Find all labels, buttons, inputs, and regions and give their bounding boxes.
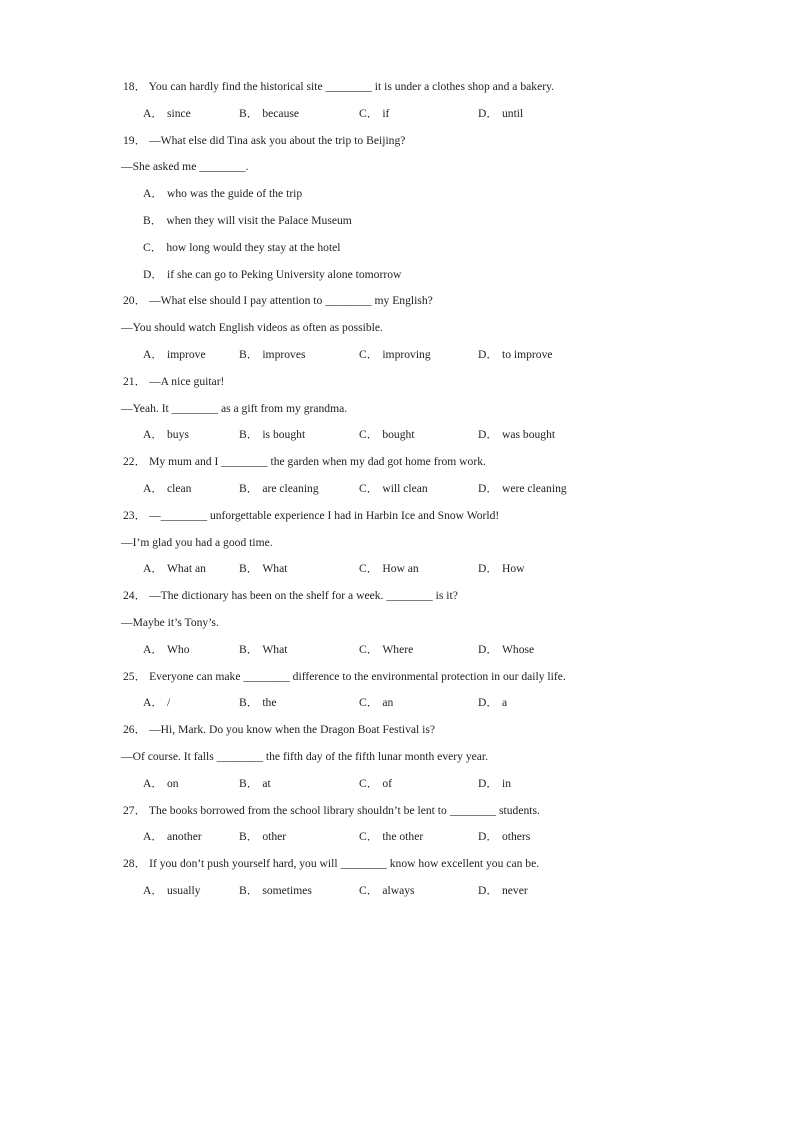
option-letter: C． [359, 562, 379, 576]
option-text: how long would they stay at the hotel [166, 240, 341, 254]
option-text: another [166, 830, 202, 844]
answer-option[interactable] [239, 482, 319, 496]
answer-option[interactable] [143, 107, 191, 121]
answer-option[interactable] [359, 830, 423, 844]
question-stem: 18． You can hardly find the historical site ________ it is under a clothes shop and a bakery. [123, 80, 555, 93]
option-letter: A． [143, 830, 163, 844]
answer-option[interactable] [143, 643, 190, 657]
option-text: How an [382, 562, 419, 576]
answer-option[interactable] [143, 241, 341, 255]
option-letter: D． [478, 348, 498, 361]
question-stem: 27． The books borrowed from the school library shouldn’t be lent to ________ students. [123, 803, 540, 817]
question-stem: 21． —A nice guitar! [123, 374, 225, 388]
option-letter: C． [359, 830, 379, 844]
option-text: always [382, 884, 415, 897]
option-letter: C． [359, 642, 379, 656]
option-text: What [262, 642, 288, 656]
answer-option[interactable] [478, 562, 525, 576]
option-letter: A． [143, 482, 163, 495]
option-text: the other [382, 830, 424, 844]
answer-option[interactable] [143, 696, 170, 710]
question-dialogue-line: —I’m glad you had a good time. [121, 535, 273, 549]
question-stem: 24． —The dictionary has been on the shelf for a week. ________ is it? [123, 589, 458, 603]
option-letter: D． [478, 884, 498, 897]
option-text: buys [166, 428, 189, 442]
option-text: is bought [262, 428, 306, 442]
option-letter: D． [478, 696, 498, 710]
answer-option[interactable] [143, 348, 206, 362]
option-text: to improve [501, 348, 553, 361]
option-letter: A． [143, 187, 163, 201]
answer-option[interactable] [478, 482, 567, 496]
option-letter: A． [143, 884, 163, 897]
answer-option[interactable] [239, 884, 312, 898]
answer-option[interactable] [359, 562, 419, 576]
option-text: What [262, 562, 288, 576]
option-letter: D． [143, 267, 163, 281]
option-text: will clean [382, 482, 428, 495]
option-letter: D． [478, 830, 498, 844]
option-letter: B． [239, 642, 259, 656]
question-stem: 19． —What else did Tina ask you about the trip to Beijing? [123, 133, 406, 147]
option-letter: B． [239, 884, 259, 897]
option-text: if [382, 106, 390, 120]
answer-option[interactable] [143, 268, 401, 282]
option-text: a [501, 696, 508, 710]
option-text: How [501, 562, 525, 576]
option-text: who was the guide of the trip [166, 187, 303, 201]
answer-option[interactable] [359, 884, 415, 898]
option-letter: C． [359, 696, 379, 710]
option-text: bought [382, 428, 415, 442]
option-text: Where [382, 642, 414, 656]
option-text: of [382, 776, 392, 790]
question-stem: 28． If you don’t push yourself hard, you will ________ know how excellent you can be. [123, 857, 540, 871]
option-letter: B． [239, 776, 259, 790]
option-letter: D． [478, 776, 498, 790]
answer-option[interactable] [143, 214, 352, 228]
answer-option[interactable] [143, 562, 206, 576]
answer-option[interactable] [239, 562, 287, 576]
question-dialogue-line: —You should watch English videos as often as possible. [121, 321, 383, 335]
option-letter: B． [239, 482, 259, 495]
option-letter: C． [359, 106, 379, 120]
answer-option[interactable] [143, 428, 189, 442]
option-letter: C． [359, 776, 379, 790]
option-text: others [501, 830, 531, 844]
answer-option[interactable] [478, 884, 528, 898]
option-text: improving [382, 348, 431, 361]
answer-option[interactable] [478, 348, 553, 362]
answer-option[interactable] [143, 777, 179, 791]
option-text: if she can go to Peking University alone tomorrow [166, 267, 402, 281]
option-text: Who [166, 642, 190, 656]
option-letter: A． [143, 562, 163, 576]
question-stem: 25． Everyone can make ________ difference to the environmental protection in our daily life. [123, 669, 566, 683]
option-letter: C． [359, 428, 379, 442]
option-letter: D． [478, 482, 498, 495]
option-letter: A． [143, 106, 163, 120]
option-letter: B． [239, 562, 259, 576]
option-letter: C． [143, 240, 163, 254]
answer-option[interactable] [239, 777, 271, 791]
option-text: when they will visit the Palace Museum [166, 214, 352, 227]
answer-option[interactable] [359, 107, 389, 121]
option-letter: C． [359, 348, 379, 361]
answer-option[interactable] [143, 187, 302, 201]
answer-option[interactable] [239, 428, 305, 442]
option-text: at [262, 776, 271, 790]
option-letter: D． [478, 106, 498, 120]
answer-option[interactable] [359, 348, 431, 362]
answer-option[interactable] [239, 830, 286, 844]
option-text: was bought [501, 428, 556, 442]
answer-option[interactable] [359, 643, 413, 657]
answer-option[interactable] [478, 830, 530, 844]
answer-option[interactable] [359, 428, 415, 442]
option-letter: A． [143, 348, 163, 361]
option-letter: A． [143, 696, 163, 710]
question-stem: 20． —What else should I pay attention to ________ my English? [123, 294, 433, 308]
option-letter: D． [478, 428, 498, 442]
option-text: in [501, 776, 511, 790]
option-text: / [166, 696, 171, 710]
answer-option[interactable] [478, 777, 511, 791]
option-letter: A． [143, 428, 163, 442]
question-dialogue-line: —She asked me ________. [121, 160, 249, 174]
answer-option[interactable] [143, 482, 191, 496]
option-text: improve [166, 348, 206, 361]
answer-option[interactable] [478, 696, 507, 710]
answer-option[interactable] [239, 348, 305, 362]
option-letter: A． [143, 642, 163, 656]
option-text: the [262, 696, 277, 710]
option-letter: A． [143, 776, 163, 790]
answer-option[interactable] [143, 830, 202, 844]
answer-option[interactable] [359, 482, 428, 496]
answer-option[interactable] [359, 777, 392, 791]
question-dialogue-line: —Yeah. It ________ as a gift from my grandma. [121, 401, 348, 415]
option-letter: B． [143, 214, 163, 227]
option-text: Whose [501, 642, 535, 656]
answer-option[interactable] [478, 428, 555, 442]
option-letter: B． [239, 106, 259, 120]
option-letter: B． [239, 696, 259, 710]
answer-option[interactable] [239, 643, 287, 657]
option-letter: D． [478, 562, 498, 576]
option-text: on [166, 776, 179, 790]
option-text: because [262, 106, 300, 120]
option-text: What an [166, 562, 206, 576]
question-stem: 23． —________ unforgettable experience I had in Harbin Ice and Snow World! [123, 508, 500, 522]
answer-option[interactable] [239, 107, 299, 121]
option-text: an [382, 696, 394, 710]
option-text: since [166, 106, 191, 120]
question-stem: 22． My mum and I ________ the garden when my dad got home from work. [123, 455, 486, 469]
answer-option[interactable] [359, 696, 393, 710]
option-letter: C． [359, 884, 379, 897]
option-text: until [501, 106, 524, 120]
option-letter: C． [359, 482, 379, 495]
option-letter: D． [478, 642, 498, 656]
option-letter: B． [239, 830, 259, 844]
option-letter: B． [239, 428, 259, 442]
answer-option[interactable] [239, 696, 277, 710]
option-text: usually [166, 884, 201, 897]
answer-option[interactable] [478, 107, 523, 121]
option-text: improves [262, 348, 306, 361]
question-dialogue-line: —Of course. It falls ________ the fifth day of the fifth lunar month every year. [121, 750, 489, 763]
question-dialogue-line: —Maybe it’s Tony’s. [121, 616, 219, 629]
answer-option[interactable] [143, 884, 200, 898]
option-letter: B． [239, 348, 259, 361]
option-text: sometimes [262, 884, 312, 897]
option-text: are cleaning [262, 482, 319, 495]
option-text: other [262, 830, 287, 844]
option-text: clean [166, 482, 192, 495]
option-text: never [501, 884, 528, 897]
question-stem: 26． —Hi, Mark. Do you know when the Dragon Boat Festival is? [123, 723, 436, 737]
option-text: were cleaning [501, 482, 567, 495]
answer-option[interactable] [478, 643, 534, 657]
